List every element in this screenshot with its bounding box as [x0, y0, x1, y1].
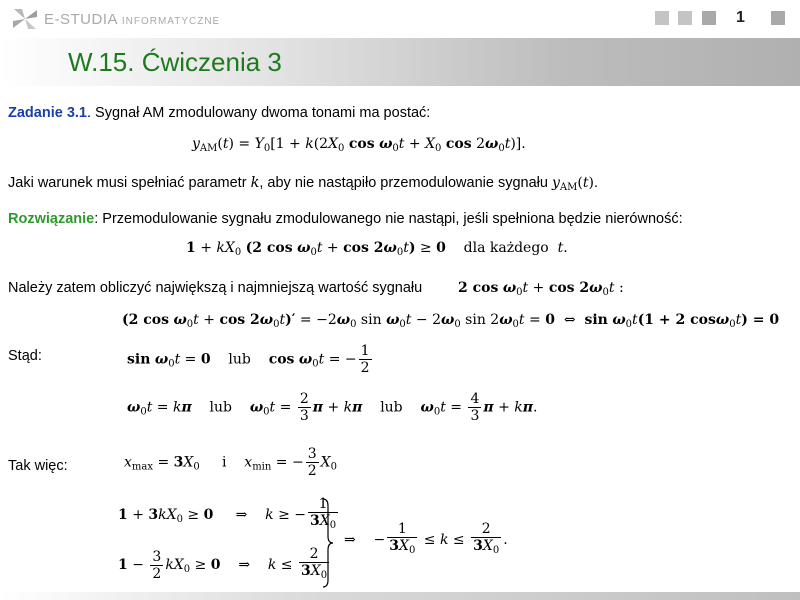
nav-square-3: [702, 11, 716, 25]
formula-xmax-xmin: $x_{max} = 3X_0$ i $x_{min}$ = − $\frac{3}{2}$ $X_0$: [124, 446, 337, 479]
task-label: Zadanie 3.1: [8, 105, 87, 121]
formula-roots-1: $\sin \omega_0t = 0$ lub $\cos \omega_0t$ = − $\frac{1}{2}$: [127, 343, 370, 376]
brand-text: E-STUDIA INFORMATYCZNE: [44, 11, 221, 28]
formula-signal: 2 $\cos \omega_0t + \cos 2\omega_0t$ :: [458, 280, 624, 298]
task-question: Jaki warunek musi spełniać parametr k, aby nie nastąpiło przemodulowanie sygnału $y_{AM}(t)$.: [8, 175, 598, 193]
formula-am-signal: $y_{AM}(t) = Y_0[1 + k(2X_0$ $\cos \omega_0t + X_0$ $\cos 2\omega_0t$)].: [192, 136, 526, 154]
solution-label: Rozwiązanie: [8, 211, 95, 227]
solution-text: : Przemodulowanie sygnału zmodulowanego nie nastąpi, jeśli spełniona będzie nierówność:: [94, 211, 683, 227]
nav-square-4: [771, 11, 785, 25]
right-brace-icon: [322, 498, 334, 588]
task-statement: [8, 105, 430, 121]
formula-roots-2: $\omega_0t = k\pi$ lub $\omega_0t$ = $\frac{2}{3}$ π + kπ lub $\omega_0t$ = $\frac{4}{3}$ π + kπ.: [127, 391, 538, 424]
top-bar: [0, 0, 800, 38]
title-bar: [0, 38, 800, 86]
bottom-bar: [0, 592, 800, 600]
formula-inequality: $1 + kX_0$ (2 $\cos \omega_0t + \cos 2\omega_0t) \ge 0$ dla każdego t.: [186, 240, 568, 258]
max-min-text: Należy zatem obliczyć największą i najmniejszą wartość sygnału: [8, 280, 423, 296]
pinwheel-logo-icon: [10, 6, 40, 32]
formula-condition-1: $1 + 3kX_0 \ge 0$ ⇒ k ≥ − $\frac{1}{3X_0}$: [118, 496, 337, 531]
nav-square-1: [655, 11, 669, 25]
page-number: 1: [736, 9, 745, 26]
task-text: . Sygnał AM zmodulowany dwoma tonami ma postać:: [86, 105, 431, 121]
formula-condition-2: 1 − $\frac{3}{2}$ $kX_0 \ge 0$ ⇒ k ≤ $\frac{2}{3X_0}$: [118, 546, 328, 582]
stad-label: Stąd:: [8, 348, 42, 364]
formula-result: ⇒ − $\frac{1}{3X_0}$ ≤ k ≤ $\frac{2}{3X_0}$ .: [344, 521, 508, 556]
solution-statement: [8, 211, 683, 227]
tak-wiec-label: Tak więc:: [8, 458, 68, 474]
slide-title: W.15. Ćwiczenia 3: [68, 47, 282, 77]
formula-derivative: (2 $\cos \omega_0t + \cos 2\omega_0t)' = -2\omega_0$ $\sin \omega_0t - 2\omega_0$ $\sin 2\omega_0t = 0$ ⇔ $\sin \omega_0t(1 + 2$ cosω$_0$t) = 0: [122, 312, 780, 330]
nav-square-2: [678, 11, 692, 25]
